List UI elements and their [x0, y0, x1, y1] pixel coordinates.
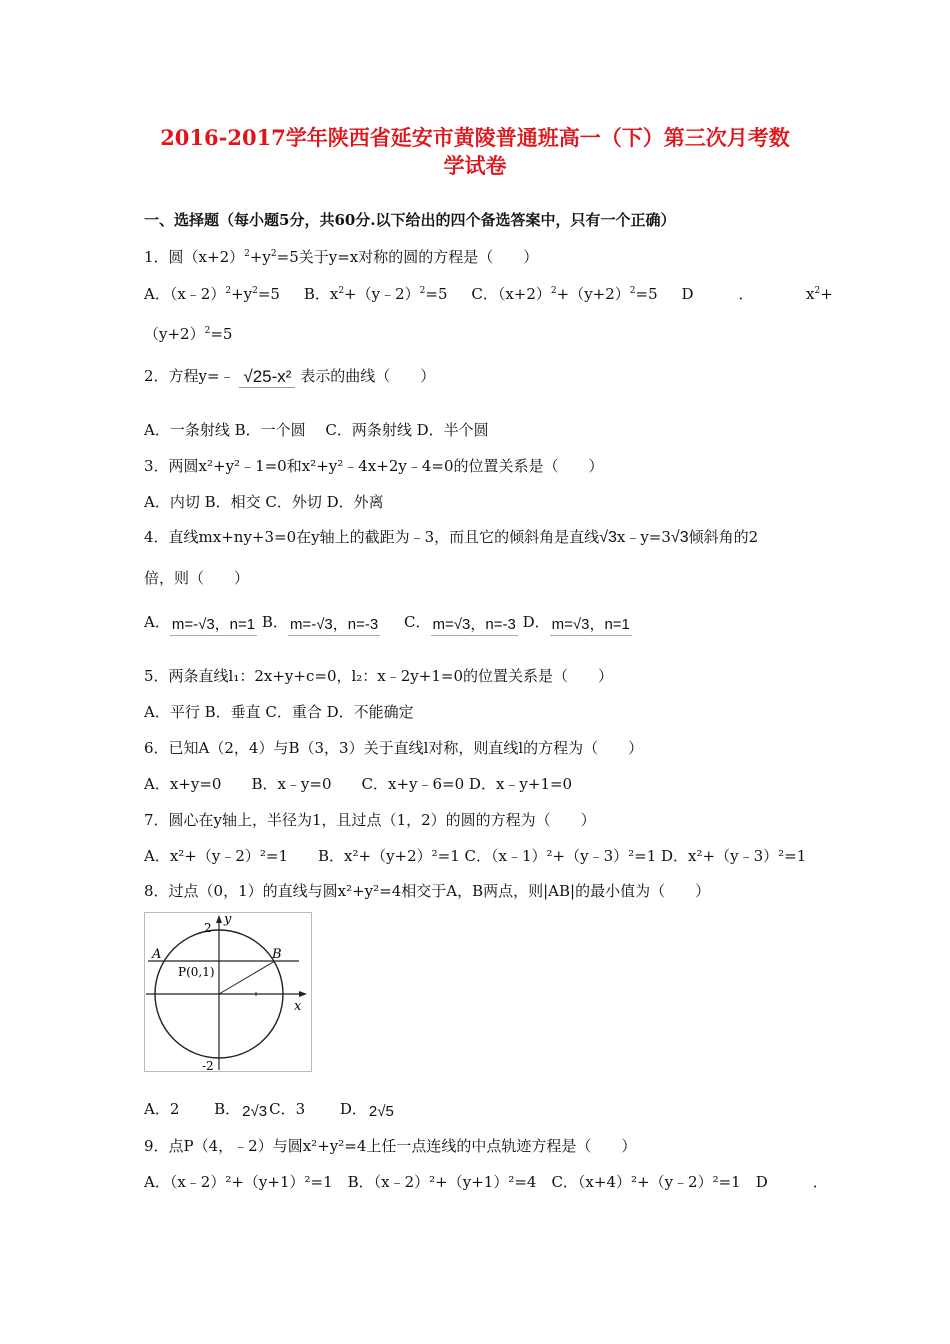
- section-heading: 一、选择题（每小题5分，共60分.以下给出的四个备选答案中，只有一个正确）: [144, 211, 676, 229]
- question-8: 8．过点（0，1）的直线与圆x²+y²=4相交于A，B两点，则|AB|的最小值为（ ）: [144, 882, 711, 900]
- exam-title-line1: 2016-2017学年陕西省延安市黄陵普通班高一（下）第三次月考数: [160, 125, 790, 150]
- option-d-image: m=√3，n=1: [550, 615, 632, 636]
- question-4: 4．直线mx+ny+3=0在y轴上的截距为﹣3，而且它的倾斜角是直线√3x﹣y=3√3倾斜角的2: [144, 528, 759, 546]
- question-2: 2．方程y=﹣ √25-x² 表示的曲线（ ）: [144, 366, 436, 386]
- question-9-options: A．（x﹣2）²+（y+1）²=1 B．（x﹣2）²+（y+1）²=4 C．（x+4）²+（y﹣2）²=1 D ．: [144, 1173, 828, 1191]
- question-4-options: A． m=-√3，n=1 B． m=-√3，n=-3 C． m=√3，n=-3 D． m=√3，n=1: [144, 612, 764, 636]
- question-6: 6．已知A（2，4）与B（3，3）关于直线l对称，则直线l的方程为（ ）: [144, 739, 644, 757]
- tick-2: 2: [204, 921, 212, 935]
- root3-image: √3: [670, 529, 689, 546]
- question-2-options: A．一条射线 B．一个圆 C．两条射线 D．半个圆: [144, 421, 489, 439]
- circle-figure: [144, 912, 312, 1072]
- question-7: 7．圆心在y轴上，半径为1，且过点（1，2）的圆的方程为（ ）: [144, 811, 596, 829]
- tick-neg2: -2: [202, 1059, 214, 1072]
- option-b-value-image: 2√3: [242, 1103, 268, 1120]
- option-c-image: m=√3，n=-3: [431, 615, 518, 636]
- question-5: 5．两条直线l₁：2x+y+c=0，l₂：x﹣2y+1=0的位置关系是（ ）: [144, 667, 613, 685]
- question-5-options: A．平行 B．垂直 C．重合 D．不能确定: [144, 703, 414, 721]
- question-8-options: A．2 B． 2√3 C．3 D． 2√5: [144, 1100, 394, 1120]
- question-7-options: A．x²+（y﹣2）²=1 B．x²+（y+2）²=1 C．（x﹣1）²+（y﹣3）²=1 D．x²+（y﹣3）²=1: [144, 847, 807, 865]
- question-6-options: A．x+y=0 B．x﹣y=0 C．x+y﹣6=0 D．x﹣y+1=0: [144, 775, 573, 793]
- point-p-label: P(0,1): [178, 965, 215, 979]
- question-3: 3．两圆x²+y²﹣1=0和x²+y²﹣4x+2y﹣4=0的位置关系是（ ）: [144, 457, 604, 475]
- question-1-options-cont: $(y+2)^2=5$: [144, 325, 233, 343]
- point-b-label: B: [272, 947, 282, 962]
- root3-image: √3: [599, 529, 617, 546]
- sqrt-formula-image: √25-x²: [239, 367, 295, 388]
- exam-title-line2: 学试卷: [443, 153, 507, 178]
- y-label: y: [224, 912, 232, 927]
- question-9: 9．点P（4，﹣2）与圆x²+y²=4上任一点连线的中点轨迹方程是（ ）: [144, 1137, 637, 1155]
- question-1-options: A．$(x﹣2)^2+y^2=5$ B．$x^2+(y﹣2)^2=5$ C．$(x+2)^2+(y+2)^2=5$ D ． $x^2+$: [144, 285, 833, 303]
- option-b-image: m=-√3，n=-3: [288, 615, 380, 636]
- question-1: 1．圆$(x+2)^2+y^2=5$关于y=x对称的圆的方程是（ ）: [144, 248, 539, 266]
- option-d-value-image: 2√5: [368, 1103, 394, 1120]
- x-label: x: [294, 999, 302, 1014]
- point-a-label: A: [152, 947, 162, 962]
- question-4-cont: 倍，则（ ）: [144, 569, 250, 587]
- option-a-image: m=-√3，n=1: [170, 615, 257, 636]
- question-3-options: A．内切 B．相交 C．外切 D．外离: [144, 493, 384, 511]
